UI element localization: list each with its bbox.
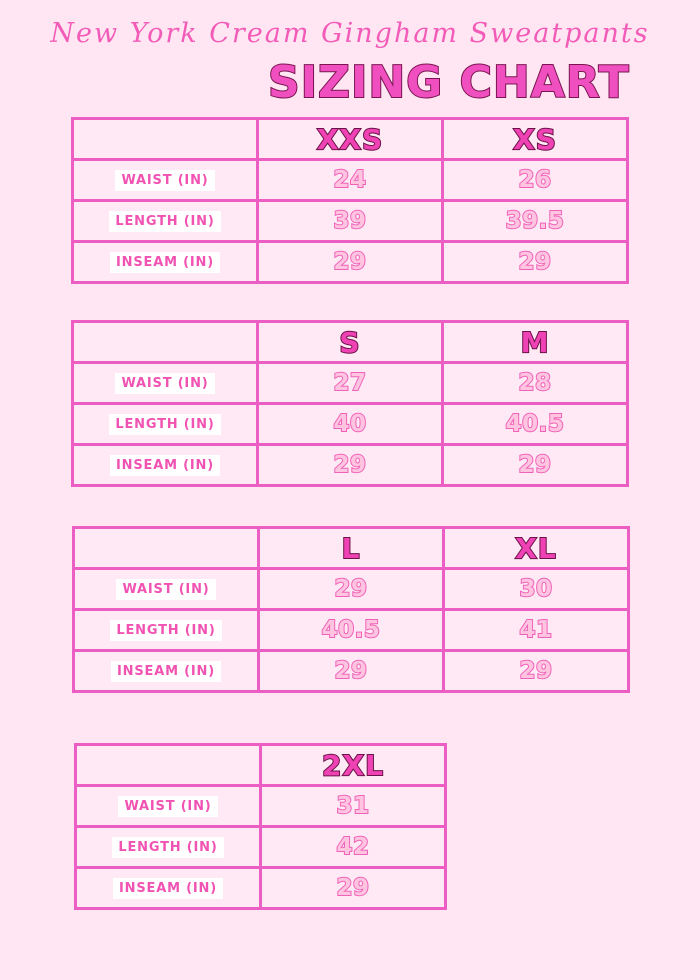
length-value: 39 <box>333 208 367 234</box>
value-cell <box>258 445 443 486</box>
size-header-cell <box>259 528 444 569</box>
table-row-inseam <box>73 445 628 486</box>
waist-value: 29 <box>334 576 368 602</box>
length-value: 39.5 <box>505 208 565 234</box>
row-label-cell <box>73 242 258 283</box>
table-row-inseam <box>76 868 446 909</box>
inseam-label: INSEAM (IN) <box>110 252 220 273</box>
value-cell <box>259 569 444 610</box>
size-label: XXS <box>316 122 384 156</box>
length-label: LENGTH (IN) <box>112 837 223 858</box>
length-value: 40 <box>333 411 367 437</box>
waist-value: 26 <box>518 167 552 193</box>
waist-value: 28 <box>518 370 552 396</box>
size-label: L <box>341 531 361 565</box>
row-label-cell <box>73 201 258 242</box>
value-cell <box>258 242 443 283</box>
size-header-cell <box>258 322 443 363</box>
inseam-value: 29 <box>333 249 367 275</box>
inseam-value: 29 <box>518 249 552 275</box>
inseam-value: 29 <box>336 875 370 901</box>
corner-cell <box>74 528 259 569</box>
size-table-l-xl <box>72 526 630 693</box>
page-title: SIZING CHART <box>268 57 630 108</box>
size-label: XS <box>513 122 557 156</box>
size-header-cell <box>443 322 628 363</box>
size-header-cell <box>261 745 446 786</box>
value-cell <box>261 827 446 868</box>
corner-cell <box>73 119 258 160</box>
length-value: 41 <box>519 617 553 643</box>
size-label: M <box>520 325 550 359</box>
row-label-cell <box>73 363 258 404</box>
value-cell <box>259 651 444 692</box>
value-cell <box>443 242 628 283</box>
corner-cell <box>76 745 261 786</box>
row-label-cell <box>73 160 258 201</box>
table-row-waist <box>73 160 628 201</box>
size-table-xxs-xs <box>71 117 629 284</box>
value-cell <box>443 201 628 242</box>
table-row-inseam <box>73 242 628 283</box>
waist-value: 31 <box>336 793 370 819</box>
value-cell <box>259 610 444 651</box>
waist-label: WAIST (IN) <box>118 796 217 817</box>
row-label-cell <box>76 827 261 868</box>
table-header-row <box>74 528 629 569</box>
length-value: 40.5 <box>505 411 565 437</box>
table-row-inseam <box>74 651 629 692</box>
size-header-cell <box>443 119 628 160</box>
inseam-label: INSEAM (IN) <box>111 661 221 682</box>
table-row-length <box>74 610 629 651</box>
row-label-cell <box>74 610 259 651</box>
value-cell <box>258 201 443 242</box>
waist-value: 30 <box>519 576 553 602</box>
corner-cell <box>73 322 258 363</box>
size-label: XL <box>515 531 557 565</box>
length-label: LENGTH (IN) <box>109 414 220 435</box>
table-row-length <box>76 827 446 868</box>
length-value: 40.5 <box>321 617 381 643</box>
table-row-waist <box>74 569 629 610</box>
length-label: LENGTH (IN) <box>110 620 221 641</box>
size-label: S <box>339 325 361 359</box>
table-header-row <box>73 119 628 160</box>
inseam-label: INSEAM (IN) <box>113 878 223 899</box>
value-cell <box>443 404 628 445</box>
waist-label: WAIST (IN) <box>115 373 214 394</box>
length-value: 42 <box>336 834 370 860</box>
value-cell <box>443 445 628 486</box>
value-cell <box>258 404 443 445</box>
table-header-row <box>76 745 446 786</box>
length-label: LENGTH (IN) <box>109 211 220 232</box>
table-row-waist <box>73 363 628 404</box>
inseam-value: 29 <box>519 658 553 684</box>
value-cell <box>261 786 446 827</box>
row-label-cell <box>73 445 258 486</box>
value-cell <box>443 363 628 404</box>
table-row-length <box>73 201 628 242</box>
value-cell <box>444 651 629 692</box>
size-table-s-m <box>71 320 629 487</box>
value-cell <box>444 569 629 610</box>
value-cell <box>261 868 446 909</box>
waist-value: 24 <box>333 167 367 193</box>
row-label-cell <box>74 651 259 692</box>
row-label-cell <box>73 404 258 445</box>
value-cell <box>443 160 628 201</box>
value-cell <box>258 363 443 404</box>
table-header-row <box>73 322 628 363</box>
row-label-cell <box>76 786 261 827</box>
value-cell <box>258 160 443 201</box>
inseam-value: 29 <box>333 452 367 478</box>
inseam-value: 29 <box>518 452 552 478</box>
value-cell <box>444 610 629 651</box>
row-label-cell <box>74 569 259 610</box>
product-subtitle: New York Cream Gingham Sweatpants <box>50 18 650 49</box>
waist-value: 27 <box>333 370 367 396</box>
inseam-label: INSEAM (IN) <box>110 455 220 476</box>
row-label-cell <box>76 868 261 909</box>
size-header-cell <box>258 119 443 160</box>
table-row-waist <box>76 786 446 827</box>
size-label: 2XL <box>322 748 384 782</box>
inseam-value: 29 <box>334 658 368 684</box>
table-row-length <box>73 404 628 445</box>
size-table-2xl <box>74 743 447 910</box>
size-header-cell <box>444 528 629 569</box>
waist-label: WAIST (IN) <box>116 579 215 600</box>
waist-label: WAIST (IN) <box>115 170 214 191</box>
